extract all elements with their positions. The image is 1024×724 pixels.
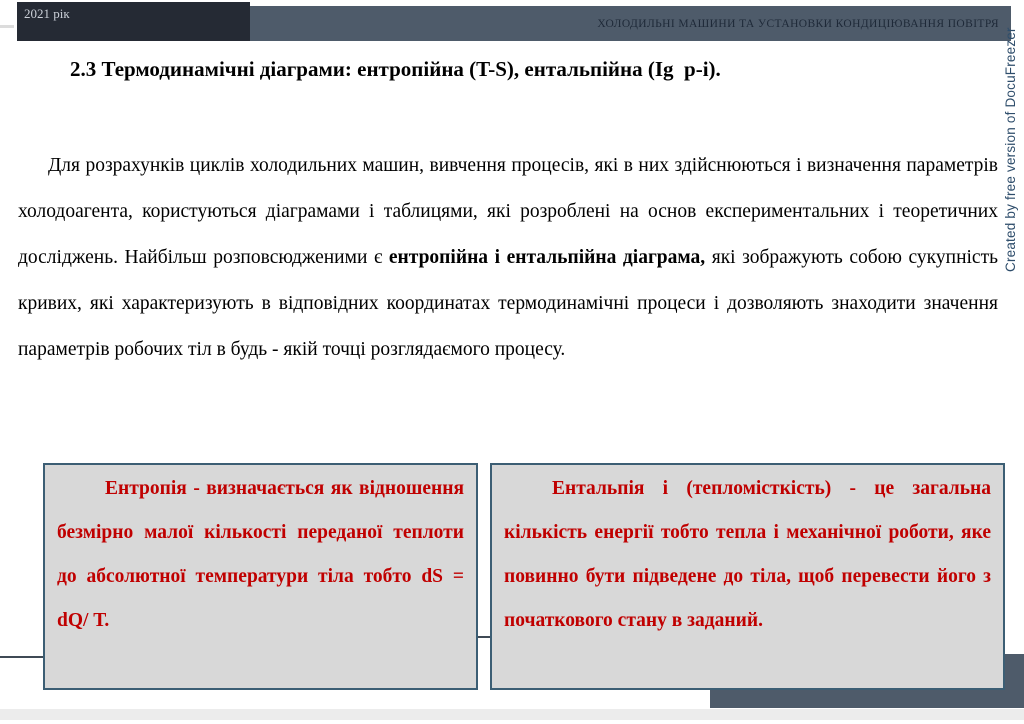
header-bar <box>245 6 1011 41</box>
paragraph-text-tail: які зображують собою сукупність кривих, які характеризують в відповідних координатах термодинамічні процеси і дозволяють знаходити значення параметрів робочих тіл в будь - якій точці розглядаємого процесу. <box>18 247 998 360</box>
header-course-title: ХОЛОДИЛЬНІ МАШИНИ ТА УСТАНОВКИ КОНДИЦІЮВАННЯ ПОВІТРЯ <box>597 17 999 30</box>
paragraph-text-lead: Для розрахунків циклів холодильних машин, вивчення процесів, які в них здійснюються і визначення параметрів холодоагента, користуються діаграмами і таблицями, які розроблені на основ експериментальних і теоретичних досліджень. Найбільш розповсюдженими є <box>18 155 998 268</box>
enthalpy-definition-text: Ентальпія і (тепломісткість) - це загальна кількість енергії тобто тепла і механічної роботи, яке повинно бути підведене до тіла, щоб перевести його з початкового стану в заданий. <box>504 478 991 631</box>
divider-line-middle <box>477 636 491 638</box>
year-box <box>17 2 250 41</box>
left-edge-mark <box>0 25 14 28</box>
paragraph-bold-phrase: ентропійна і ентальпійна діаграма, <box>388 247 706 268</box>
divider-line-left <box>0 656 43 658</box>
entropy-definition-box <box>43 463 478 690</box>
entropy-definition-text: Ентропія - визначається як відношення безмірно малої кількості переданої теплоти до абсолютної температури тіла тобто dS = dQ/ Т. <box>57 478 464 631</box>
slide-title: 2.3 Термодинамічні діаграми: ентропійна (T-S), ентальпійна (Ig p-i). <box>70 57 721 81</box>
body-paragraph <box>18 143 998 373</box>
docufreezer-watermark: Created by free version of DocuFreezer <box>1003 27 1018 272</box>
enthalpy-definition-box <box>490 463 1005 690</box>
year-label: 2021 рік <box>24 6 70 21</box>
bottom-strip <box>0 709 1024 720</box>
